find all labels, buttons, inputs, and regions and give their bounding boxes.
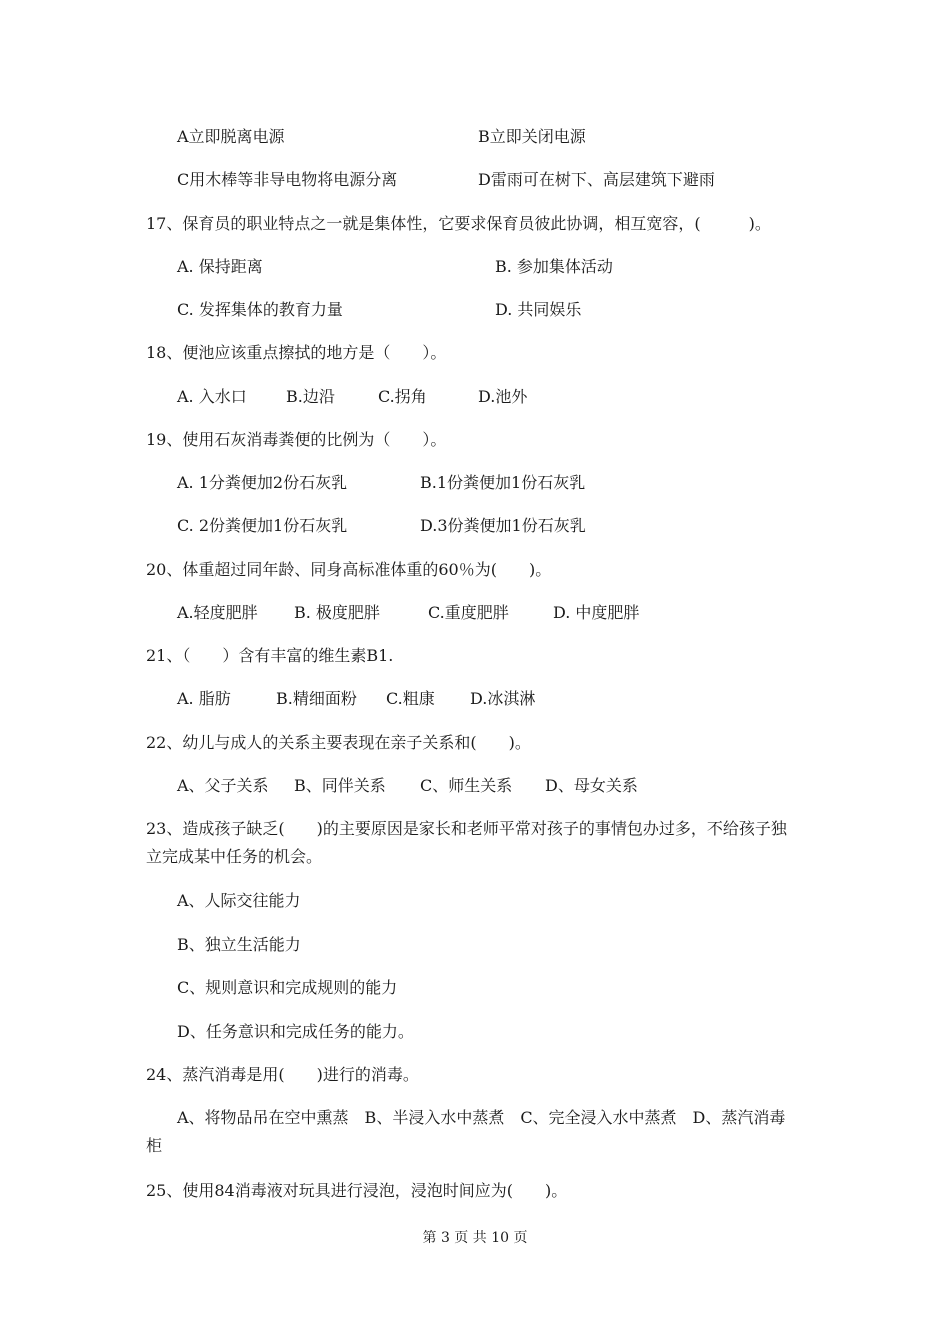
q24-options-line-1: A、将物品吊在空中熏蒸 B、半浸入水中蒸煮 C、完全浸入水中蒸煮 D、蒸汽消毒: [177, 1108, 786, 1127]
q20-option-a: A.轻度肥胖: [177, 603, 258, 622]
q22-option-c: C、师生关系: [420, 776, 513, 795]
q22-stem: 22、幼儿与成人的关系主要表现在亲子关系和( )。: [146, 733, 531, 752]
q20-option-d: D. 中度肥胖: [553, 603, 640, 622]
q22-option-a: A、父子关系: [177, 776, 269, 795]
q16-option-b: B立即关闭电源: [478, 127, 586, 146]
q21-option-a: A. 脂肪: [177, 689, 231, 708]
q19-option-d: D.3份粪便加1份石灰乳: [420, 516, 586, 535]
q16-option-d: D雷雨可在树下、高层建筑下避雨: [478, 170, 715, 189]
q21-option-d: D.冰淇淋: [470, 689, 536, 708]
q20-option-b: B. 极度肥胖: [294, 603, 380, 622]
q19-stem: 19、使用石灰消毒粪便的比例为（ ）。: [146, 430, 447, 449]
q22-option-b: B、同伴关系: [294, 776, 386, 795]
q24-options-line-2: 柜: [146, 1136, 163, 1155]
q17-option-d: D. 共同娱乐: [495, 300, 582, 319]
q21-option-c: C.粗康: [386, 689, 435, 708]
q18-option-c: C.拐角: [378, 387, 427, 406]
q21-stem: 21、（ ）含有丰富的维生素B1.: [146, 646, 394, 665]
q19-option-a: A. 1分粪便加2份石灰乳: [177, 473, 348, 492]
q18-option-d: D.池外: [478, 387, 528, 406]
q18-option-a: A. 入水口: [177, 387, 247, 406]
page-number-footer: 第 3 页 共 10 页: [422, 1230, 528, 1246]
q16-option-c: C用木棒等非导电物将电源分离: [177, 170, 398, 189]
q19-option-c: C. 2份粪便加1份石灰乳: [177, 516, 348, 535]
q23-stem-line-1: 23、造成孩子缺乏( )的主要原因是家长和老师平常对孩子的事情包办过多，不给孩子独: [146, 819, 787, 838]
q23-stem-line-2: 立完成某中任务的机会。: [146, 847, 323, 866]
q20-stem: 20、体重超过同年龄、同身高标准体重的60％为( )。: [146, 560, 552, 579]
q17-option-a: A. 保持距离: [177, 257, 263, 276]
q18-stem: 18、便池应该重点擦拭的地方是（ ）。: [146, 343, 447, 362]
q23-option-b: B、独立生活能力: [177, 935, 301, 954]
q17-stem: 17、保育员的职业特点之一就是集体性，它要求保育员彼此协调，相互宽容，( )。: [146, 214, 771, 233]
q25-stem: 25、使用84消毒液对玩具进行浸泡，浸泡时间应为( )。: [146, 1181, 568, 1200]
q20-option-c: C.重度肥胖: [428, 603, 509, 622]
q23-option-a: A、人际交往能力: [177, 891, 301, 910]
q19-option-b: B.1份粪便加1份石灰乳: [420, 473, 586, 492]
q17-option-b: B. 参加集体活动: [495, 257, 613, 276]
q17-option-c: C. 发挥集体的教育力量: [177, 300, 343, 319]
q21-option-b: B.精细面粉: [276, 689, 357, 708]
q18-option-b: B.边沿: [286, 387, 335, 406]
q24-stem: 24、蒸汽消毒是用( )进行的消毒。: [146, 1065, 419, 1084]
q23-option-d: D、任务意识和完成任务的能力。: [177, 1022, 414, 1041]
q22-option-d: D、母女关系: [545, 776, 638, 795]
q16-option-a: A立即脱离电源: [177, 127, 285, 146]
q23-option-c: C、规则意识和完成规则的能力: [177, 978, 398, 997]
